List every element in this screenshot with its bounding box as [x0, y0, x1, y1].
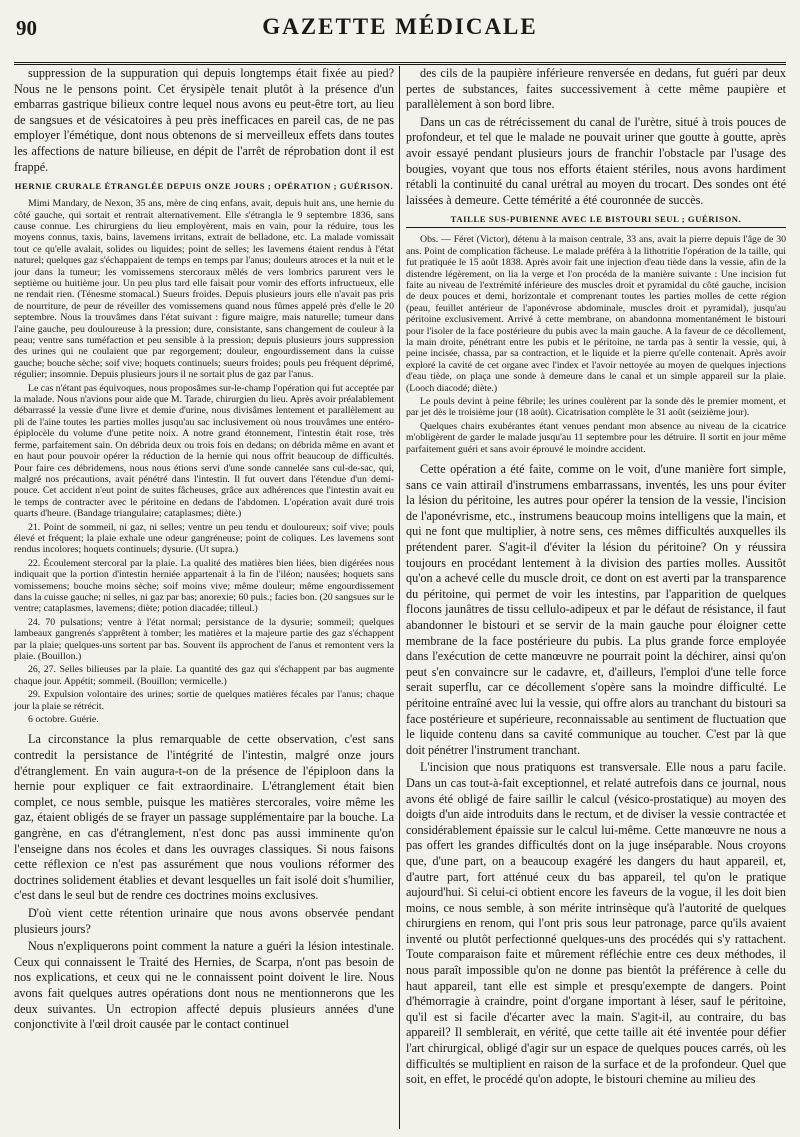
right-column — [406, 66, 786, 1131]
case-paragraph: 24. 70 pulsations; ventre à l'état normal; persistance de la dysurie; sommeil; quelques lambeaux gangrenés s'apprêtent à tomber; les matières et la majeure partie des gaz s'échappent par la plaie; quelques-uns sortent par bas. Souvent ils approchent de l'anus et remontent vers la plaie. (Bouillon.) — [14, 616, 394, 662]
case-paragraph: Le cas n'étant pas équivoques, nous proposâmes sur-le-champ l'opération qui fut acceptée par la malade. Nous n'avions pour aide que M. Tarade, chirurgien du lieu. Après avoir préalablement débarrassé la vessie d'une livre et demie d'urine, nous divisâmes lentement et parallèlement au pli de l'aine toutes les parties molles jusqu'au sac inclusivement où nous trouvâmes une entéro-épiplocèle du volume d'une petite noix. A notre grand étonnement, l'intestin était rose, très ferme, parfaitement sain. On débrida deux ou trois fois en dedans; on débrida même en avant et en haut pour pouvoir opérer la réduction de la hernie qui nous offrit beaucoup de difficultés. Pour faire ces débridemens, nous nous étions servi d'une sonde cannelée sans cul-de-sac, qui, malgré nos précautions, avait pénétré dans l'intestin. Il fut ouvert dans l'étendue d'un demi-pouce. Cet accident n'eut point de suites fâcheuses, grâce aux adhérences que l'intestin avait eu le temps de contracter avec le péritoine en dedans de l'abdomen. L'opération avait duré trois quarts d'heure. (Bandage triangulaire; cataplasmes; diète.) — [14, 382, 394, 520]
left-column — [14, 66, 394, 1131]
paragraph: Dans un cas de rétrécissement du canal de l'urètre, situé à trois pouces de profondeur, et tel que le malade ne pouvait uriner que goutte à goutte, après avoir essayé pendant plusieurs jours de franchir l'obstacle par l'usage des bougies, voyant que tous nos efforts étaient stériles, nous avons hardiment rétabli la continuité du canal urétral au moyen du trocart. Des sondes ont été laissées à demeure. Cette témérité a été couronnée de succès. — [406, 114, 786, 207]
column-divider — [399, 66, 400, 1129]
page-number: 90 — [16, 16, 37, 40]
paragraph: suppression de la suppuration qui depuis longtemps était fixée au pied? Nous ne le pensons point. Cet érysipèle tenait plutôt à la présence d'un embarras gastrique bilieux contre lequel nous avons eu peut-être tort, au lieu de sangsues et de vésicatoires à peu près inefficaces en pareil cas, de ne pas employer l'émétique, dont nous obtenons de si merveilleux effets dans toutes les affections de nature bilieuse, en dépit de l'arrêt de réprobation dont il est frappé. — [14, 66, 394, 174]
paragraph: La circonstance la plus remarquable de cette observation, c'est sans contredit la persistance de l'intégrité de l'intestin, malgré onze jours d'étranglement. En vain augura-t-on de la présence de l'épiploon dans la hernie pour expliquer ce fait extraordinaire. L'étranglement était bien complet, ce nous semble, puisque les matières stercorales, voire même les gaz, étaient obligés de se frayer un passage supplémentaire par la bouche. La gangrène, en cas d'étranglement, n'est donc pas aussi imminente qu'on l'enseigne dans nos écoles et dans les ouvrages classiques. Si nous faisons cette réflexion ce n'est pas assurément que nous voulions réformer des doctrines solidement établies et devant lesquelles un fait isolé doit s'humilier, c'est dans le seul but de rendre ces doctrines moins exclusives. — [14, 732, 394, 903]
case-paragraph: 21. Point de sommeil, ni gaz, ni selles; ventre un peu tendu et douloureux; soif vive; pouls élevé et fréquent; la plaie exhale une odeur gangréneuse; point de coliques. Les lavemens sont rendus incolores; hoquets continuels; dysurie. (Ut supra.) — [14, 521, 394, 556]
paragraph: Nous n'expliquerons point comment la nature a guéri la lésion intestinale. Ceux qui connaissent le Traité des Hernies, de Scarpa, n'ont pas besoin de nos explications, et ceux qui ne le connaissent point doivent le lire. Nous avons fait quelques autres opérations dont nous ne mentionnerons que les deux suivantes. Un ectropion affecté depuis plusieurs années d'une conjonctivite à l'œil droit causée par le contact continuel — [14, 939, 394, 1032]
section-heading: HERNIE CRURALE ÉTRANGLÉE DEPUIS ONZE JOURS ; OPÉRATION ; GUÉRISON. — [14, 181, 394, 192]
page-header — [14, 12, 786, 56]
case-paragraph: Obs. — Féret (Victor), détenu à la maison centrale, 33 ans, avait la pierre depuis l'âge de 30 ans. Point de complication fâcheuse. Le malade préféra à la lithotritie l'opération de la taille, qui fut pratiquée le 15 août 1838. Après avoir fait une injection d'eau tiède dans la vessie, afin de la distendre légèrement, on lia la verge et l'on procéda de la manière suivante : Une incision fut faite au niveau de l'extrémité inférieure des muscles droit et pyramidal du côté gauche, incision de deux pouces et demi, horizontale et comprenant toutes les parties molles de cette région (peau, feuillet antérieur de l'aponévrose abdominale, muscles droit et pyramidal), jusqu'au péritoine exclusivement. Arrivé à cette membrane, on abandonna momentanément le bistouri pour l'isoler de la face postérieure du pubis avec la main gauche. A la faveur de ce décollement, la main droite, pénétrant entre les pubis et le péritoine, ne tarda pas à sentir la vessie, qui, à peine incisée, chassa, par sa contraction, et le liquide et la pierre qu'elle contenait. Après avoir exploré la cavité de cet organe avec l'index et l'avoir nettoyée au moyen de quelques injections d'eau tiède, on plaça une sonde à demeure dans le canal et un simple appareil sur la plaie. (Looch diacodé; diète.) — [406, 234, 786, 394]
case-paragraph: Le pouls devint à peine fébrile; les urines coulèrent par la sonde dès le premier moment, et par jet dès le troisième jour (18 août). Cicatrisation complète le 31 août (seizième jour). — [406, 396, 786, 419]
case-paragraph: Mimi Mandary, de Nexon, 35 ans, mère de cinq enfans, avait, depuis huit ans, une hernie du côté gauche, qui sortait et rentrait alternativement. Elle s'étrangla le 9 septembre 1836, sans cause connue. Les chirurgiens du lieu employèrent, mais en vain, pour la réduire, tous les moyens connus, taxis, bains, lavemens irritans, extrait de belladone, etc. La malade vomissait tout ce qu'elle avalait, solides ou liquides; point de selles; les lavemens étaient rendus à l'état naturel; quelques gaz s'échappaient de temps en temps par l'anus; douleurs atroces et la nuit et le jour dans la tumeur; les vomissemens stercoraux mêlés de vers lombrics parurent vers le septième ou huitième jour. Un peu plus tard elle faisait pour vomir des efforts infructueux, elle ne rendait rien. (Ténesme stomacal.) Sueurs froides. Depuis plusieurs jours elle n'avait pas pris de nourriture, de peur de réveiller des vomissemens quand nous fûmes appelé près d'elle le 20 septembre. Nous la trouvâmes dans l'état suivant : figure maigre, mais naturelle; tumeur dans l'aine gauche, peu douloureuse à la pression; dure, consistante, sans changement de couleur à la peau; ventre sans tuméfaction et peu sensible à la pression; depuis plusieurs jours suppression des urines qui ne coulaient que par regorgement; douleur, engourdissement dans la cuisse gauche; bouche sèche; soif vive; hoquets continuels; sueurs froides; pouls peu fréquent déprimé, régulier; insomnie. Depuis plusieurs jours il ne sortait plus de gaz par l'anus. — [14, 198, 394, 381]
case-paragraph: 26, 27. Selles bilieuses par la plaie. La quantité des gaz qui s'échappent par bas augmente chaque jour. Appétit; sommeil. (Bouillon; vermicelle.) — [14, 664, 394, 687]
paragraph: L'incision que nous pratiquons est transversale. Elle nous a paru facile. Dans un cas tout-à-fait exceptionnel, et relaté autrefois dans ce journal, nous avons été obligé de faire saillir le calcul (vésico-prostatique) au moyen des doigts d'un aide introduits dans le rectum, et de diviser la vessie contractée et considérablement épaissie sur le calcul lui-même. Cette manœuvre ne nous a pas offert les grandes difficultés dont on la juge inséparable. Nous croyons que, d'une part, on a beaucoup exagéré les dangers du haut appareil, et, d'autre part, fort atténué ceux du bas appareil, tel qu'on le pratique aujourd'hui. Si celui-ci obtient encore les faveurs de la vogue, il les doit bien moins, ce nous semble, à son mérite intrinsèque qu'à l'autorité de quelques chirurgiens en renom, qui l'ont pris sous leur patronage, parce qu'ils avaient inventé ou plutôt perfectionné quelques-uns des procédés qui s'y rattachent. Toute comparaison faite et mûrement réfléchie entre ces deux méthodes, il nous paraît impossible qu'on ne donne pas bientôt la préférence à celle du haut appareil, tant elle est simple et presqu'exempte de dangers. Point d'hémorragie à craindre, point d'organe important à léser, sauf le péritoine, qu'il est si facile d'écarter avec la main. S'agit-il, au contraire, du bas appareil? Il semblerait, en vérité, que cette taille ait été inventée pour défier l'art chirurgical, obligé d'agir sur un espace de quelques pouces carrés, où les difficultés se multiplient en raison de la surface et de la profondeur. Quel que soit, en effet, le procédé qu'on adopte, le bistouri chemine au milieu des — [406, 760, 786, 1087]
case-paragraph: 29. Expulsion volontaire des urines; sortie de quelques matières fécales par l'anus; chaque jour la plaie se rétrécit. — [14, 689, 394, 712]
case-paragraph: 22. Écoulement stercoral par la plaie. La qualité des matières bien liées, bien digérées nous indiquait que la portion d'intestin herniée appartenait à la fin de l'iléon; nausées; hoquets sans vomissemens; bouche moins sèche; soif moins vive; même douleur; même engourdissement dans la cuisse gauche; ni selles, ni gaz par bas; anorexie; 60 puls.; facies bon. (20 sangsues sur le ventre; cataplasmes, lavemens; diète; potion diacadée; tilleul.) — [14, 557, 394, 615]
section-heading: TAILLE SUS-PUBIENNE AVEC LE BISTOURI SEUL ; GUÉRISON. — [406, 213, 786, 228]
paragraph: D'où vient cette rétention urinaire que nous avons observée pendant plusieurs jours? — [14, 905, 394, 936]
paragraph: Cette opération a été faite, comme on le voit, d'une manière fort simple, sans ce vain attirail d'instrumens embarrassans, inventés, les uns pour éviter la lésion du péritoine, les autres pour opérer la tension de la vessie, l'incision de l'aponévrisme, etc., instrumens beaucoup moins intelligens que la main, et qui ne font que multiplier, à notre sens, ces mêmes difficultés auxquelles ils prétendent parer. S'agit-il d'éviter la lésion du péritoine? On y réussira toujours en procédant lentement à la division des parties molles. Aussitôt qu'on a achevé celle du muscle droit, ce dont on est averti par la transparence du péritoine, qui permet de voir les intestins, par l'apparition de quelques flocons jaunâtres de tissu cellulo-adipeux et par le défaut de résistance, il faut abandonner le bistouri et se servir de la main gauche pour éloigner cette membrane de la face postérieure du pubis. La plus grande force employée dans l'exécution de cette manœuvre ne pourrait point la déchirer, ainsi qu'on peut s'en convaincre sur le cadavre, et, d'ailleurs, l'emploi d'une telle force serait superflu, car ce décollement s'opère sans la moindre difficulté. Le péritoine entraîné avec lui la vessie, qui offre alors au tranchant du bistouri sa face postérieure et supérieure, reconnaissable au sentiment de fluctuation que le liquide contenu dans sa cavité communique au toucher. C'est par là que doit pénétrer l'instrument tranchant. — [406, 462, 786, 757]
masthead-title: GAZETTE MÉDICALE — [262, 14, 538, 39]
case-paragraph: Quelques chairs exubérantes étant venues pendant mon absence au niveau de la cicatrice m'obligèrent de garder le malade jusqu'au 11 septembre pour les détruire. Il sortit en jour même parfaitement guéri et sans avoir éprouvé le moindre accident. — [406, 420, 786, 455]
case-paragraph: 6 octobre. Guérie. — [28, 714, 99, 726]
paragraph: des cils de la paupière inférieure renversée en dedans, fut guéri par deux pertes de substances, faites successivement à cette même paupière et parallèlement à son bord libre. — [406, 66, 786, 112]
header-rule — [14, 62, 786, 65]
